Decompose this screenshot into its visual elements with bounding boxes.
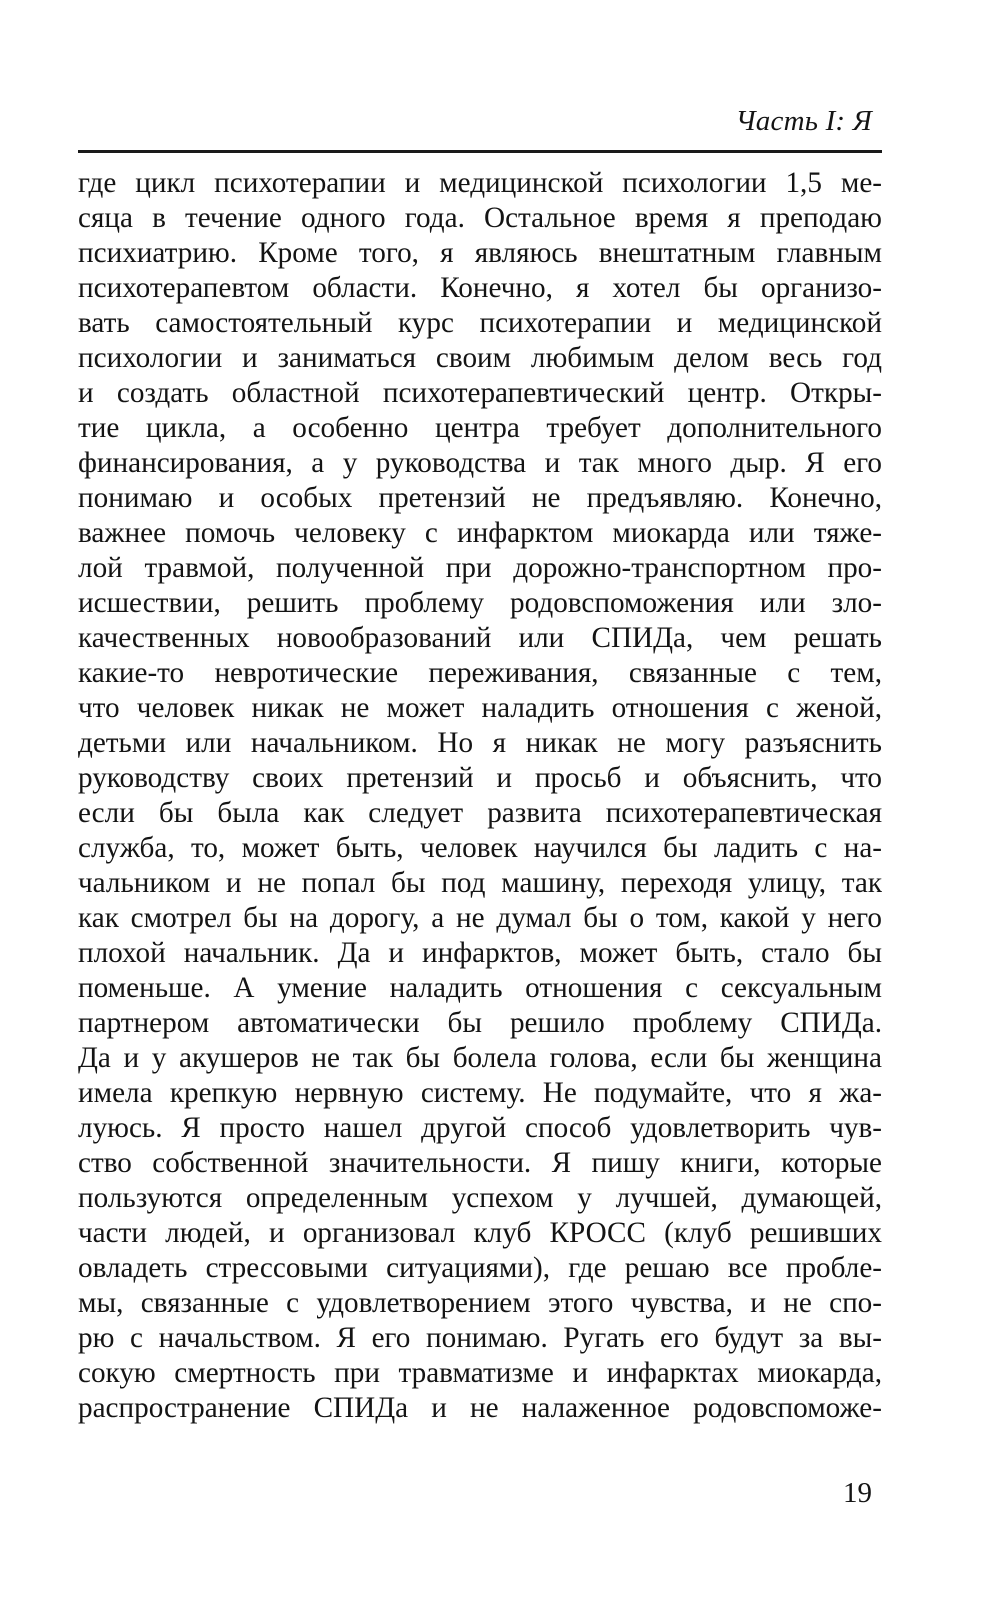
- text-line: рю с начальством. Я его понимаю. Ругать его будут за вы-: [78, 1322, 882, 1354]
- text-line: психологии и заниматься своим любимым делом весь год: [78, 342, 882, 374]
- page-number: 19: [843, 1477, 872, 1509]
- text-line: сяца в течение одного года. Остальное время я преподаю: [78, 202, 882, 234]
- text-line: Да и у акушеров не так бы болела голова, если бы женщина: [78, 1042, 882, 1074]
- text-line: пользуются определенным успехом у лучшей, думающей,: [78, 1182, 882, 1214]
- text-line: части людей, и организовал клуб КРОСС (клуб решивших: [78, 1217, 882, 1249]
- text-line: какие-то невротические переживания, связанные с тем,: [78, 657, 882, 689]
- text-line: лой травмой, полученной при дорожно-транспортном про-: [78, 552, 882, 584]
- text-line: где цикл психотерапии и медицинской психологии 1,5 ме-: [78, 167, 882, 199]
- text-line: как смотрел бы на дорогу, а не думал бы о том, какой у него: [78, 902, 882, 934]
- text-line: чальником и не попал бы под машину, переходя улицу, так: [78, 867, 882, 899]
- running-head: Часть I: Я: [735, 105, 872, 137]
- text-line: если бы была как следует развита психотерапевтическая: [78, 797, 882, 829]
- text-line: распространение СПИДа и не налаженное родовспоможе-: [78, 1392, 882, 1424]
- text-line: тие цикла, а особенно центра требует дополнительного: [78, 412, 882, 444]
- text-line: и создать областной психотерапевтический центр. Откры-: [78, 377, 882, 409]
- text-line: сокую смертность при травматизме и инфарктах миокарда,: [78, 1357, 882, 1389]
- text-line: плохой начальник. Да и инфарктов, может быть, стало бы: [78, 937, 882, 969]
- text-line: овладеть стрессовыми ситуациями), где решаю все пробле-: [78, 1252, 882, 1284]
- body-text: [78, 166, 882, 1426]
- text-line: служба, то, может быть, человек научился бы ладить с на-: [78, 832, 882, 864]
- text-line: луюсь. Я просто нашел другой способ удовлетворить чув-: [78, 1112, 882, 1144]
- text-line: что человек никак не может наладить отношения с женой,: [78, 692, 882, 724]
- text-line: важнее помочь человеку с инфарктом миокарда или тяже-: [78, 517, 882, 549]
- text-line: партнером автоматически бы решило проблему СПИДа.: [78, 1007, 882, 1039]
- text-line: качественных новообразований или СПИДа, чем решать: [78, 622, 882, 654]
- text-line: руководству своих претензий и просьб и объяснить, что: [78, 762, 882, 794]
- text-line: поменьше. А умение наладить отношения с сексуальным: [78, 972, 882, 1004]
- text-line: имела крепкую нервную систему. Не подумайте, что я жа-: [78, 1077, 882, 1109]
- text-line: исшествии, решить проблему родовспоможения или зло-: [78, 587, 882, 619]
- header-rule: [78, 150, 882, 153]
- text-line: мы, связанные с удовлетворением этого чувства, и не спо-: [78, 1287, 882, 1319]
- text-line: психотерапевтом области. Конечно, я хотел бы организо-: [78, 272, 882, 304]
- text-line: психиатрию. Кроме того, я являюсь внештатным главным: [78, 237, 882, 269]
- text-line: понимаю и особых претензий не предъявляю. Конечно,: [78, 482, 882, 514]
- text-line: финансирования, а у руководства и так много дыр. Я его: [78, 447, 882, 479]
- text-line: вать самостоятельный курс психотерапии и медицинской: [78, 307, 882, 339]
- text-line: ство собственной значительности. Я пишу книги, которые: [78, 1147, 882, 1179]
- text-line: детьми или начальником. Но я никак не могу разъяснить: [78, 727, 882, 759]
